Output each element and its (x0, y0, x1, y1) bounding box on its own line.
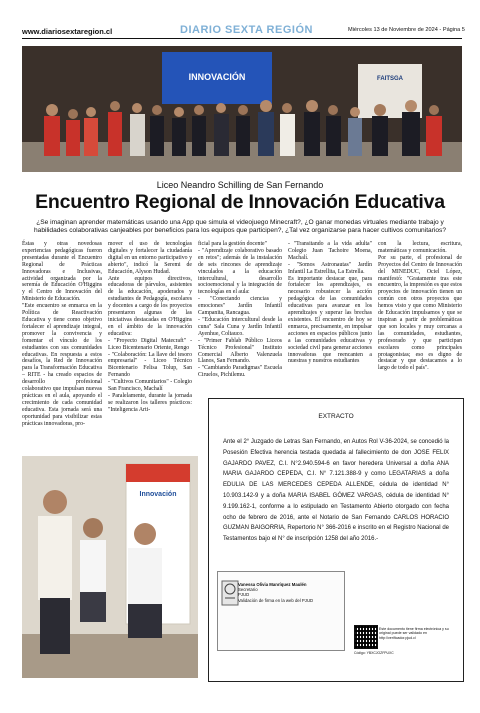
signature-block (217, 571, 345, 651)
article-column-5 (378, 241, 462, 372)
signer-org: PJUD (238, 592, 250, 598)
event-photo-scene (22, 46, 462, 172)
article-column-1 (22, 241, 102, 427)
student-right (128, 548, 162, 606)
column-text: ficial para la gestión docente" - "Aprendizaje colaborativo basado en retos"; además de la instalación de seis rincones de aprendizaje vinculados a la educación intercultural, desarrollo socioemocional y la integración de tecnologías en el aula: - "Conectando ciencias y emociones" Jardín Infantil Campanita, Rancagua. - "Educación intercultural desde la cuna" Sala Cuna y Jardín Infantil Ayenhue, Coltauco. - "Primer Fablab Público Liceos Técnico Profesional" Instituto Comercial Alberto Valenzuela Llanos, San Fernando. - "Cambiando Paradigmas" Escuela Ciruelos, Pichilemu. (198, 241, 282, 379)
presenter-man (38, 516, 72, 600)
date-page: Miércoles 13 de Noviembre de 2024 - Página 5 (348, 27, 465, 33)
article-column-3 (198, 241, 282, 379)
event-photo (22, 46, 462, 172)
pjud-seal-icon (221, 580, 239, 606)
masthead: DIARIO SEXTA REGIÓN (180, 24, 313, 36)
column-text: Éstas y otras novedosas experiencias pedagógicas fueron presentadas durante el Encuentro Regional de Prácticas Innovadoras e Inclusivas, actividad organizada por la seremía de Educación O'Higgins y el Centro de Innovación del Ministerio de Educación. "Este encuentro se enmarca en la Política de Reactivación Educativa y tiene como objetivo fortalecer el aprendizaje integral, promover la convivencia y fomentar el vínculo de los estudiantes con sus comunidades educativas. En respuesta a estos desafíos, la Red de Innovación para la Transformación Educativa – RITE - ha creado espacios de desarrollo profesional colaborativo que impulsan nuevas prácticas en el aula, apoyando el crecimiento de cada comunidad educativa. Esta jornada será una oportunidad para visibilizar estas prácticas innovadoras, pro- (22, 241, 102, 427)
signer-role: Secretario (238, 587, 258, 593)
presenters-photo (22, 456, 198, 678)
article-column-2 (108, 241, 192, 414)
signer-details (238, 582, 313, 603)
header-rule (22, 38, 462, 39)
rollup-banner-text: Innovación (139, 491, 177, 498)
qr-validation-text: Este documento tiene firma electrónica y su original puede ser validado en http://verificador.pjud.cl (379, 627, 449, 640)
student-left (80, 540, 106, 594)
article-kicker: Liceo Neandro Schilling de San Fernando (156, 180, 324, 190)
banner-text: FAITSGA (376, 76, 404, 82)
presenters-photo-scene (22, 456, 198, 678)
article-headline: Encuentro Regional de Innovación Educativa (35, 191, 445, 213)
column-text: - "Transitando a la vida adulta" Colegio Juan Tachoire Moena, Machalí. - "Somos Astronautas" Jardín Infantil La Estrellita, La Estrella. Es importante destacar que, para fortalecer los aprendizajes, es necesario robustecer la acción pedagógica de las comunidades educativas para avanzar en los aprendizajes y superar las brechas existentes. El encuentro de hoy se enmarca, precisamente, en impulsar acciones en espacios públicos junto a las comunidades educativas y sociedad civil para generar acciones innovadoras que reencanten a nuestras y nuestros estudiantes (288, 241, 372, 365)
column-text: con la lectura, escritura, matemáticas y comunicación. Por su parte, el profesional de Proyectos del Centro de Innovación del MINEDUC, Ociel López, manifestó: "Gratamente tras este encuentro, la impresión es que estos proyectos de innovación tienen un común con otros proyectos que hemos visto y que como Ministerio de Educación impulsamos y que se inspiran a partir de problemáticas que son locales y muy cercanas a las comunidades, estudiantes, profesorado y que participan escolares como principales protagonistas; eso es digno de destacar y que destacamos a lo largo de todo el país". (378, 241, 462, 372)
site-url[interactable]: www.diariosextaregion.cl (22, 27, 113, 36)
screen-text: INNOVACIÓN (188, 72, 246, 82)
signer-note: Validación de firma en la web del PJUD (238, 597, 314, 603)
notice-title: EXTRACTO (318, 413, 354, 420)
article-deck: ¿Se imaginan aprender matemáticas usando una App que simula el videojuego Minecraft?, ¿O ganar monedas virtuales mediante trabajo y habilidades colaborativas canjeables por beneficios para los equipos que participen?, ¿Tal vez organizarse para hacer cultivos comunitarios? (34, 219, 446, 234)
signer-name: Vanessa Olivia Manríquez Maulén (238, 582, 307, 587)
article-column-4 (288, 241, 372, 365)
validation-code: Código: YBXCJOZFPUXC (354, 651, 394, 655)
column-text: mover el uso de tecnologías digitales y fortalecer la ciudadanía digital en un entorno participativo y abierto", indicó la Seremi de Educación, Alyson Hudad. Ante equipos directivos, educadoras de párvulos, asistentes de la educación, apoderados y estudiantes de Pedagogía, escolares y docentes a cargo de los proyectos presentaron algunas de las iniciativas destacadas en O'Higgins en el ámbito de la innovación educativa: - "Proyecto Digital Matecraft" - Liceo Bicentenario Oriente, Rengo - "Colaboración: La llave del tesoro empresarial" - Liceo Técnico Bicentenario Felisa Tolup, San Fernando - "Cultivos Comunitarios" - Colegio San Francisco, Machalí - Paralelamente, durante la jornada se realizaron los talleres prácticos: "Inteligencia Arti- (108, 241, 192, 413)
notice-body: Ante el 2° Juzgado de Letras San Fernando, en Autos Rol V-36-2024, se concedió la Posesión Efectiva herencia testada quedada al fallecimiento de don JOSE FELIX GAJARDO PAVEZ, C.I. N°2.940.594-6 en favor heredera Universal a doña ANA MARIA GAJARDO CEPEDA, C.I. N° 7.121.388-9 y como LEGATARIAS a doña EDULIA DE LAS MERCEDES CEPEDA ALLENDE, cédula de identidad N° 10.903.142-9 y a doña MARIA ISABEL GÓMEZ VARGAS, cédula de identidad N° 9.199.162-1, conforme a lo estipulado en Testamento Abierto otorgado con fecha ocho de febrero de 2016, ante el Notario de San Fernando CARLOS HORACIO GUZMAN BAIGORRIA, Repertorio N° 366-2016 e inscrito en el Registro Nacional de Testamentos bajo el N° de inscripción 1258 del año 2016.- (223, 439, 449, 543)
legal-notice-box (208, 398, 464, 682)
qr-code-icon[interactable] (354, 625, 378, 649)
